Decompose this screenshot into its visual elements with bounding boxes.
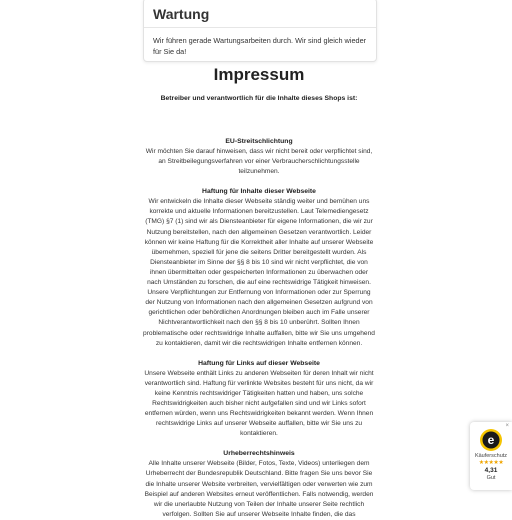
section-text: Unsere Webseite enthält Links zu anderen Webseiten für deren Inhalt wir nicht verantwortlich sind. Haftung für verlinkte Websites besteht für uns nicht, da wir keine Kenntnis rechtswidriger Tätigkeiten hatten und haben, uns solche Rechtswidrigkeiten auch bisher nicht aufgefallen sind und wir Links sofort entfernen würden, wenn uns Rechtswidrigkeiten bekannt werden. Wenn Ihnen rechtswidrige Links auf unserer Webseite auffallen, bitte wir Sie uns zu kontaktieren. [144,369,374,438]
badge-label: Käuferschutz [474,453,508,459]
notice-title: Wartung [144,0,376,28]
star-rating: ★★★★★ [478,460,504,466]
section-text: Wir möchten Sie darauf hinweisen, dass wir nicht bereit oder verpflichtet sind, an Streitbeilegungsverfahren vor einer Verbraucherschlichtungsstelle teilzunehmen. [145,148,373,176]
section-link-liability [143,359,375,440]
section-heading: EU-Streitschlichtung [225,138,293,145]
maintenance-notice [143,0,377,62]
section-text: Wir entwickeln die Inhalte dieser Webseite ständig weiter und bemühen uns korrekte und aktuelle Informationen bereitzustellen. Laut Telemediengesetz (TMG) §7 (1) sind wir als Diensteanbieter für eigene Informationen, die wir zur Nutzung bereitstellen, nach den allgemeinen Gesetzen verantwortlich. Leider können wir keine Haftung für die Korrektheit aller Inhalte auf unserer Webseite übernehmen, speziell für jene die seitens Dritter bereitgestellt wurden. Als Diensteanbieter im Sinne der §§ 8 bis 10 sind wir nicht verpflichtet, die von ihnen übermittelten oder gespeicherten Informationen zu überwachen oder nach Umständen zu forschen, die auf eine rechtswidrige Tätigkeit hinweisen. Unsere Verpflichtungen zur Entfernung von Informationen oder zur Sperrung der Nutzung von Informationen nach den allgemeinen Gesetzen aufgrund von gerichtlichen oder behördlichen Anordnungen bleiben auch im Falle unserer Nichtverantwortlichkeit nach den §§ 8 bis 10 unberührt. Sollten Ihnen problematische oder rechtswidrige Inhalte auffallen, bitte wir Sie uns umgehend zu kontaktieren, damit wir die rechtswidrigen Inhalte entfernen können. [143,198,375,347]
section-text: Alle Inhalte unserer Webseite (Bilder, Fotos, Texte, Videos) unterliegen dem Urheberrecht der Bundesrepublik Deutschland. Bitte fragen Sie uns bevor Sie die Inhalte unserer Website verbreiten, vervielfältigen oder verwerten wie zum Beispiel auf anderen Websites erneut veröffentlichen. Falls notwendig, werden wir die unerlaubte Nutzung von Teilen der Inhalte unserer Seite rechtlich verfolgen. Sollten Sie auf unserer Webseite Inhalte finden, die das [144,460,374,518]
page-subtitle: Betreiber und verantwortlich für die Inhalte dieses Shops ist: [160,95,358,102]
section-content-liability [143,187,375,348]
imprint-content [143,64,375,520]
notice-message: Wir führen gerade Wartungsarbeiten durch. Wir sind gleich wieder für Sie da! [153,36,367,56]
logo-letter: e [487,433,495,447]
section-eu-dispute [143,137,375,177]
trusted-shops-logo-icon [479,428,503,452]
rating-grade: Gut [486,475,496,481]
section-copyright [143,449,375,520]
close-icon[interactable]: × [505,423,509,429]
rating-score: 4,31 [484,467,498,474]
section-heading: Haftung für Inhalte dieser Webseite [202,188,316,196]
section-heading: Haftung für Links auf dieser Webseite [198,359,320,367]
section-heading: Urheberrechtshinweis [223,450,295,458]
trusted-shops-badge[interactable] [470,422,512,490]
page-title: Impressum [213,65,305,84]
